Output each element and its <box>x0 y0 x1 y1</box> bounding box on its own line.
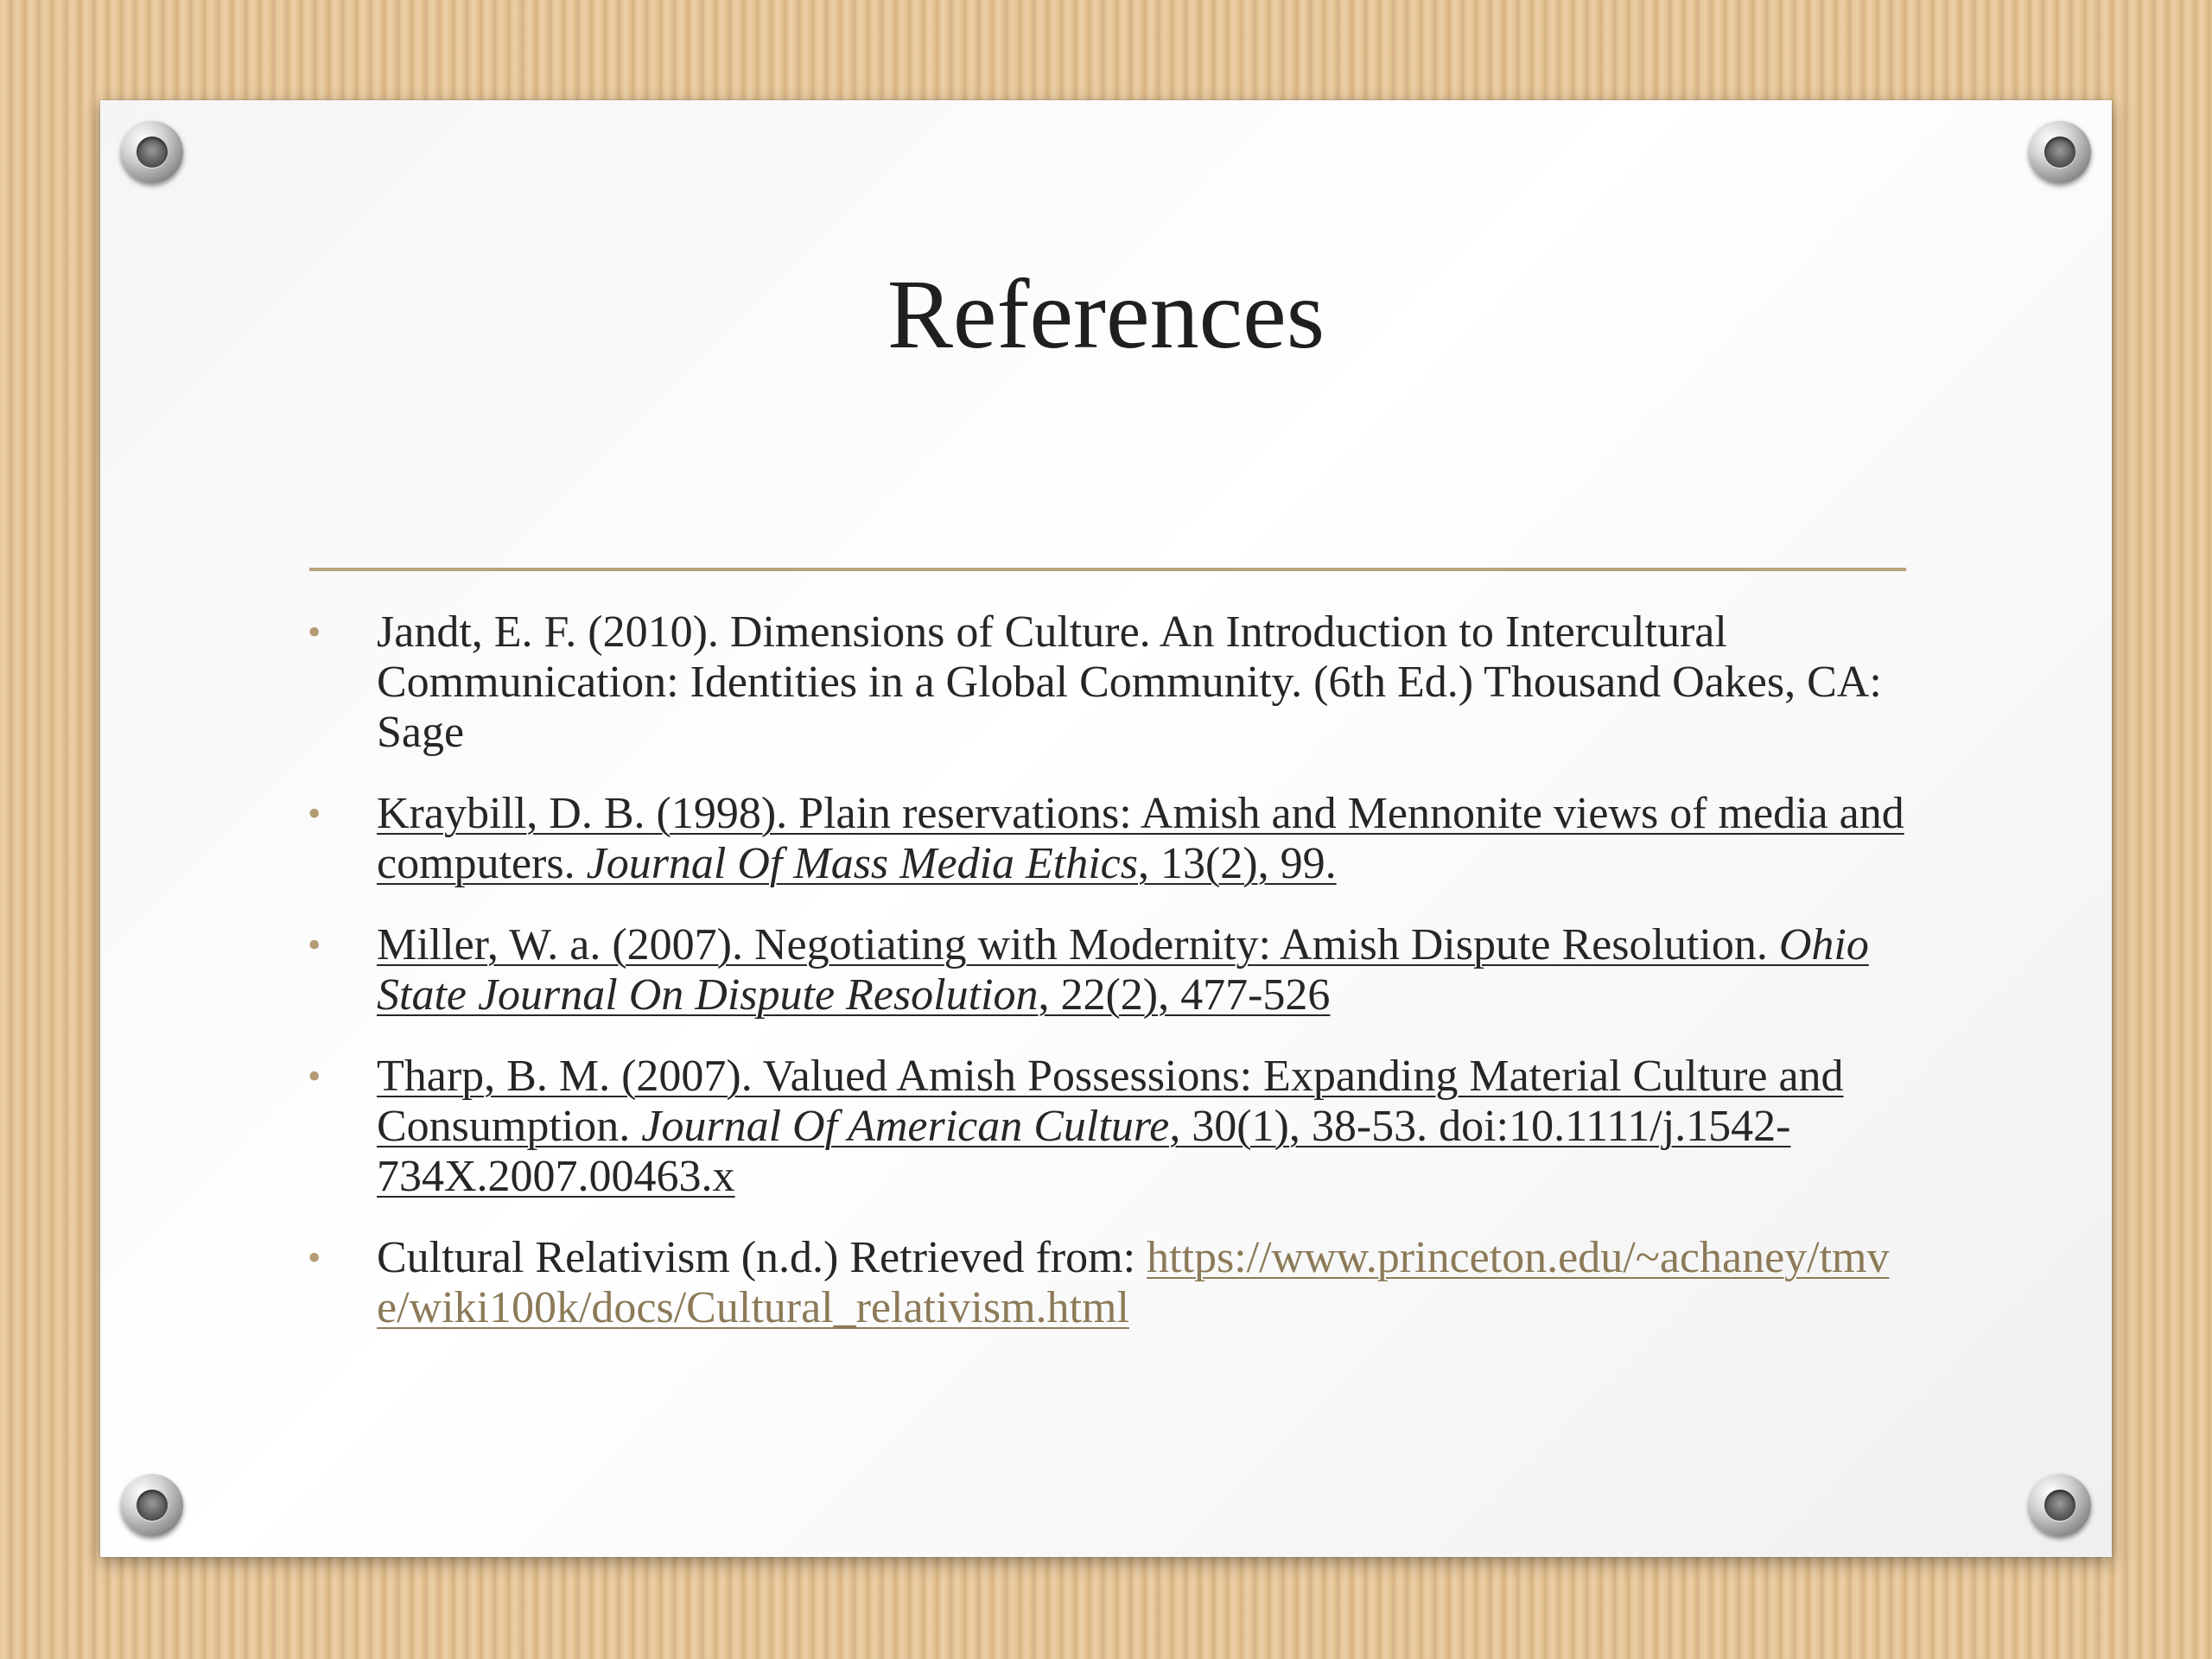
rivet-top-right-icon <box>2029 121 2091 183</box>
bullet-icon: • <box>308 611 321 653</box>
reference-text <box>377 1052 1844 1201</box>
reference-item-tharp <box>308 1052 1915 1202</box>
reference-details: , 13(2), 99. <box>1137 839 1337 888</box>
slide-title: References <box>887 259 1325 369</box>
reference-item-miller <box>308 920 1915 1020</box>
bullet-icon: • <box>308 1236 321 1279</box>
reference-journal: Journal Of Mass Media Ethics <box>586 839 1138 888</box>
reference-citation: Tharp, B. M. (2007). Valued Amish Possessions: Expanding Material Culture and Consumption. <box>377 1052 1844 1151</box>
title-divider <box>309 568 1906 571</box>
reference-citation: Miller, W. a. (2007). Negotiating with Modernity: Amish Dispute Resolution. <box>377 920 1779 969</box>
reference-item-cultural-relativism <box>308 1233 1915 1333</box>
bullet-icon: • <box>308 792 321 835</box>
reference-journal: Ohio State Journal On Dispute Resolution <box>377 920 1869 1020</box>
reference-text: Jandt, E. F. (2010). Dimensions of Culture. An Introduction to Intercultural Communication: Identities in a Global Community. (6th Ed.) Thousand Oakes, CA: Sage <box>377 607 1882 757</box>
rivet-bottom-right-icon <box>2029 1474 2091 1536</box>
reference-text <box>377 789 1904 888</box>
rivet-bottom-left-icon <box>121 1474 183 1536</box>
reference-details: , 22(2), 477-526 <box>1038 970 1331 1020</box>
slide <box>100 100 2112 1557</box>
bullet-icon: • <box>308 924 321 966</box>
reference-item-jandt <box>308 607 1915 758</box>
reference-item-kraybill <box>308 789 1915 889</box>
bullet-icon: • <box>308 1055 321 1097</box>
reference-url-link[interactable]: https://www.princeton.edu/~achaney/tmve/wiki100k/docs/Cultural_relativism.html <box>377 1233 1890 1332</box>
reference-citation: Cultural Relativism (n.d.) Retrieved from: <box>377 1233 1147 1282</box>
reference-journal: Journal Of American Culture, <box>641 1102 1181 1151</box>
reference-details: 30(1), 38-53. doi:10.1111/j.1542-734X.2007.00463.x <box>377 1102 1791 1201</box>
reference-list <box>308 607 1915 1364</box>
reference-text <box>377 920 1869 1020</box>
reference-citation: Kraybill, D. B. (1998). Plain reservations: Amish and Mennonite views of media and computers. <box>377 789 1904 888</box>
rivet-top-left-icon <box>121 121 183 183</box>
